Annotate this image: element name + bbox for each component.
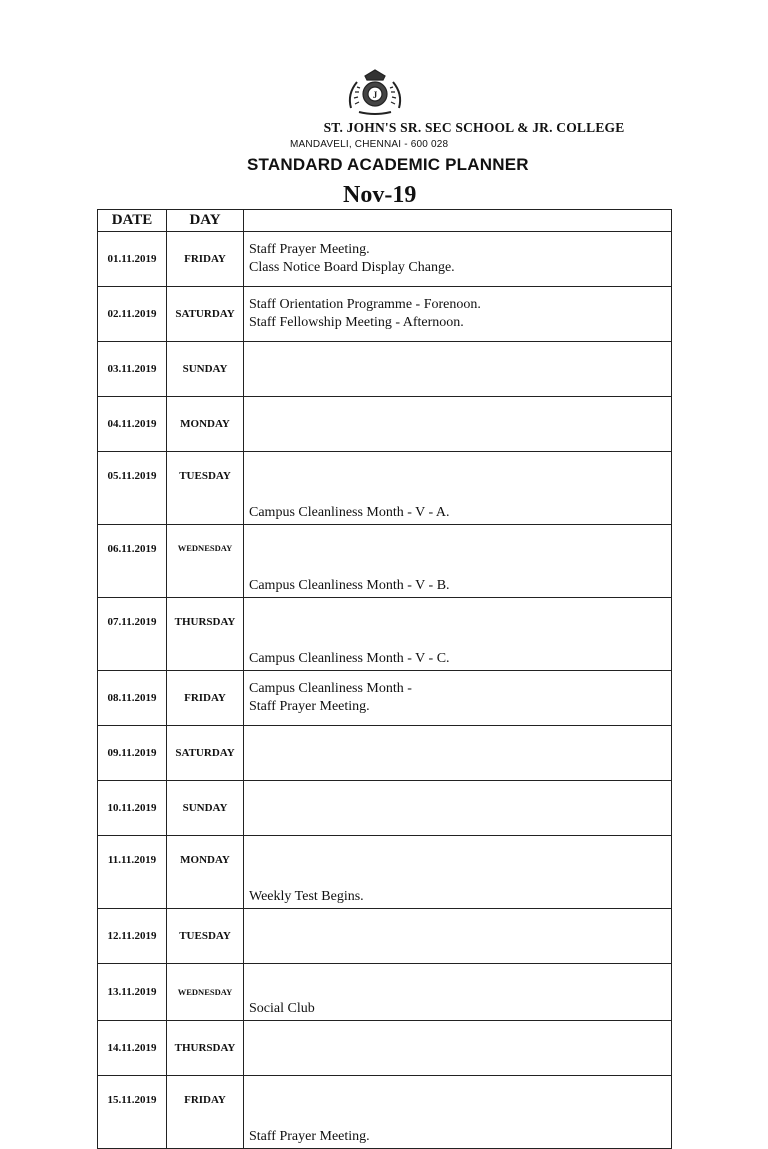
table-row xyxy=(98,964,672,1021)
events-cell xyxy=(244,781,672,836)
date-cell: 01.11.2019 xyxy=(98,232,167,287)
day-cell: MONDAY xyxy=(167,836,244,909)
event-line: Class Notice Board Display Change. xyxy=(249,260,455,275)
date-cell: 03.11.2019 xyxy=(98,342,167,397)
event-line: Staff Prayer Meeting. xyxy=(249,1129,370,1144)
event-line: Social Club xyxy=(249,1001,315,1016)
table-row xyxy=(98,909,672,964)
event-line: Campus Cleanliness Month - xyxy=(249,681,412,696)
day-column-header: DAY xyxy=(167,210,244,232)
day-cell: FRIDAY xyxy=(167,1076,244,1149)
table-row xyxy=(98,342,672,397)
table-header-row xyxy=(98,210,672,232)
day-cell: SUNDAY xyxy=(167,342,244,397)
date-cell: 12.11.2019 xyxy=(98,909,167,964)
events-cell xyxy=(244,836,672,909)
table-row xyxy=(98,726,672,781)
events-cell xyxy=(244,397,672,452)
table-row xyxy=(98,598,672,671)
school-name: ST. JOHN'S SR. SEC SCHOOL & JR. COLLEGE xyxy=(323,120,625,135)
date-cell: 15.11.2019 xyxy=(98,1076,167,1149)
day-cell: WEDNESDAY xyxy=(167,964,244,1021)
day-cell: SATURDAY xyxy=(167,726,244,781)
event-line: Staff Prayer Meeting. xyxy=(249,242,370,257)
svg-text:J: J xyxy=(372,90,378,100)
date-cell: 13.11.2019 xyxy=(98,964,167,1021)
event-line: Staff Fellowship Meeting - Afternoon. xyxy=(249,315,464,330)
table-row xyxy=(98,836,672,909)
events-cell xyxy=(244,525,672,598)
events-cell xyxy=(244,287,672,342)
events-cell xyxy=(244,726,672,781)
events-cell xyxy=(244,342,672,397)
day-cell: FRIDAY xyxy=(167,671,244,726)
planner-title: STANDARD ACADEMIC PLANNER xyxy=(247,155,529,174)
table-row xyxy=(98,525,672,598)
day-cell: SUNDAY xyxy=(167,781,244,836)
table-row xyxy=(98,232,672,287)
date-cell: 14.11.2019 xyxy=(98,1021,167,1076)
table-row xyxy=(98,671,672,726)
events-cell xyxy=(244,598,672,671)
table-row xyxy=(98,287,672,342)
planner-table xyxy=(97,209,672,1149)
table-row xyxy=(98,1076,672,1149)
table-row xyxy=(98,781,672,836)
date-cell: 02.11.2019 xyxy=(98,287,167,342)
events-cell xyxy=(244,452,672,525)
date-cell: 06.11.2019 xyxy=(98,525,167,598)
date-cell: 07.11.2019 xyxy=(98,598,167,671)
day-cell: MONDAY xyxy=(167,397,244,452)
event-line: Campus Cleanliness Month - V - C. xyxy=(249,651,450,666)
events-cell xyxy=(244,1076,672,1149)
day-cell: TUESDAY xyxy=(167,909,244,964)
date-cell: 11.11.2019 xyxy=(98,836,167,909)
event-line: Campus Cleanliness Month - V - A. xyxy=(249,505,450,520)
day-cell: WEDNESDAY xyxy=(167,525,244,598)
planner-month: Nov-19 xyxy=(343,182,417,208)
date-cell: 10.11.2019 xyxy=(98,781,167,836)
day-cell: THURSDAY xyxy=(167,1021,244,1076)
date-column-header: DATE xyxy=(98,210,167,232)
date-cell: 08.11.2019 xyxy=(98,671,167,726)
date-cell: 04.11.2019 xyxy=(98,397,167,452)
events-cell xyxy=(244,1021,672,1076)
events-cell xyxy=(244,964,672,1021)
events-cell xyxy=(244,671,672,726)
day-cell: SATURDAY xyxy=(167,287,244,342)
table-row xyxy=(98,452,672,525)
event-line: Campus Cleanliness Month - V - B. xyxy=(249,578,450,593)
school-crest-logo xyxy=(345,68,405,118)
events-cell xyxy=(244,232,672,287)
day-cell: TUESDAY xyxy=(167,452,244,525)
day-cell: THURSDAY xyxy=(167,598,244,671)
table-row xyxy=(98,1021,672,1076)
event-line: Weekly Test Begins. xyxy=(249,889,364,904)
event-line: Staff Prayer Meeting. xyxy=(249,699,370,714)
day-cell: FRIDAY xyxy=(167,232,244,287)
events-cell xyxy=(244,909,672,964)
date-cell: 05.11.2019 xyxy=(98,452,167,525)
school-address: MANDAVELI, CHENNAI - 600 028 xyxy=(290,139,449,150)
events-column-header xyxy=(244,210,672,232)
date-cell: 09.11.2019 xyxy=(98,726,167,781)
table-row xyxy=(98,397,672,452)
event-line: Staff Orientation Programme - Forenoon. xyxy=(249,297,481,312)
